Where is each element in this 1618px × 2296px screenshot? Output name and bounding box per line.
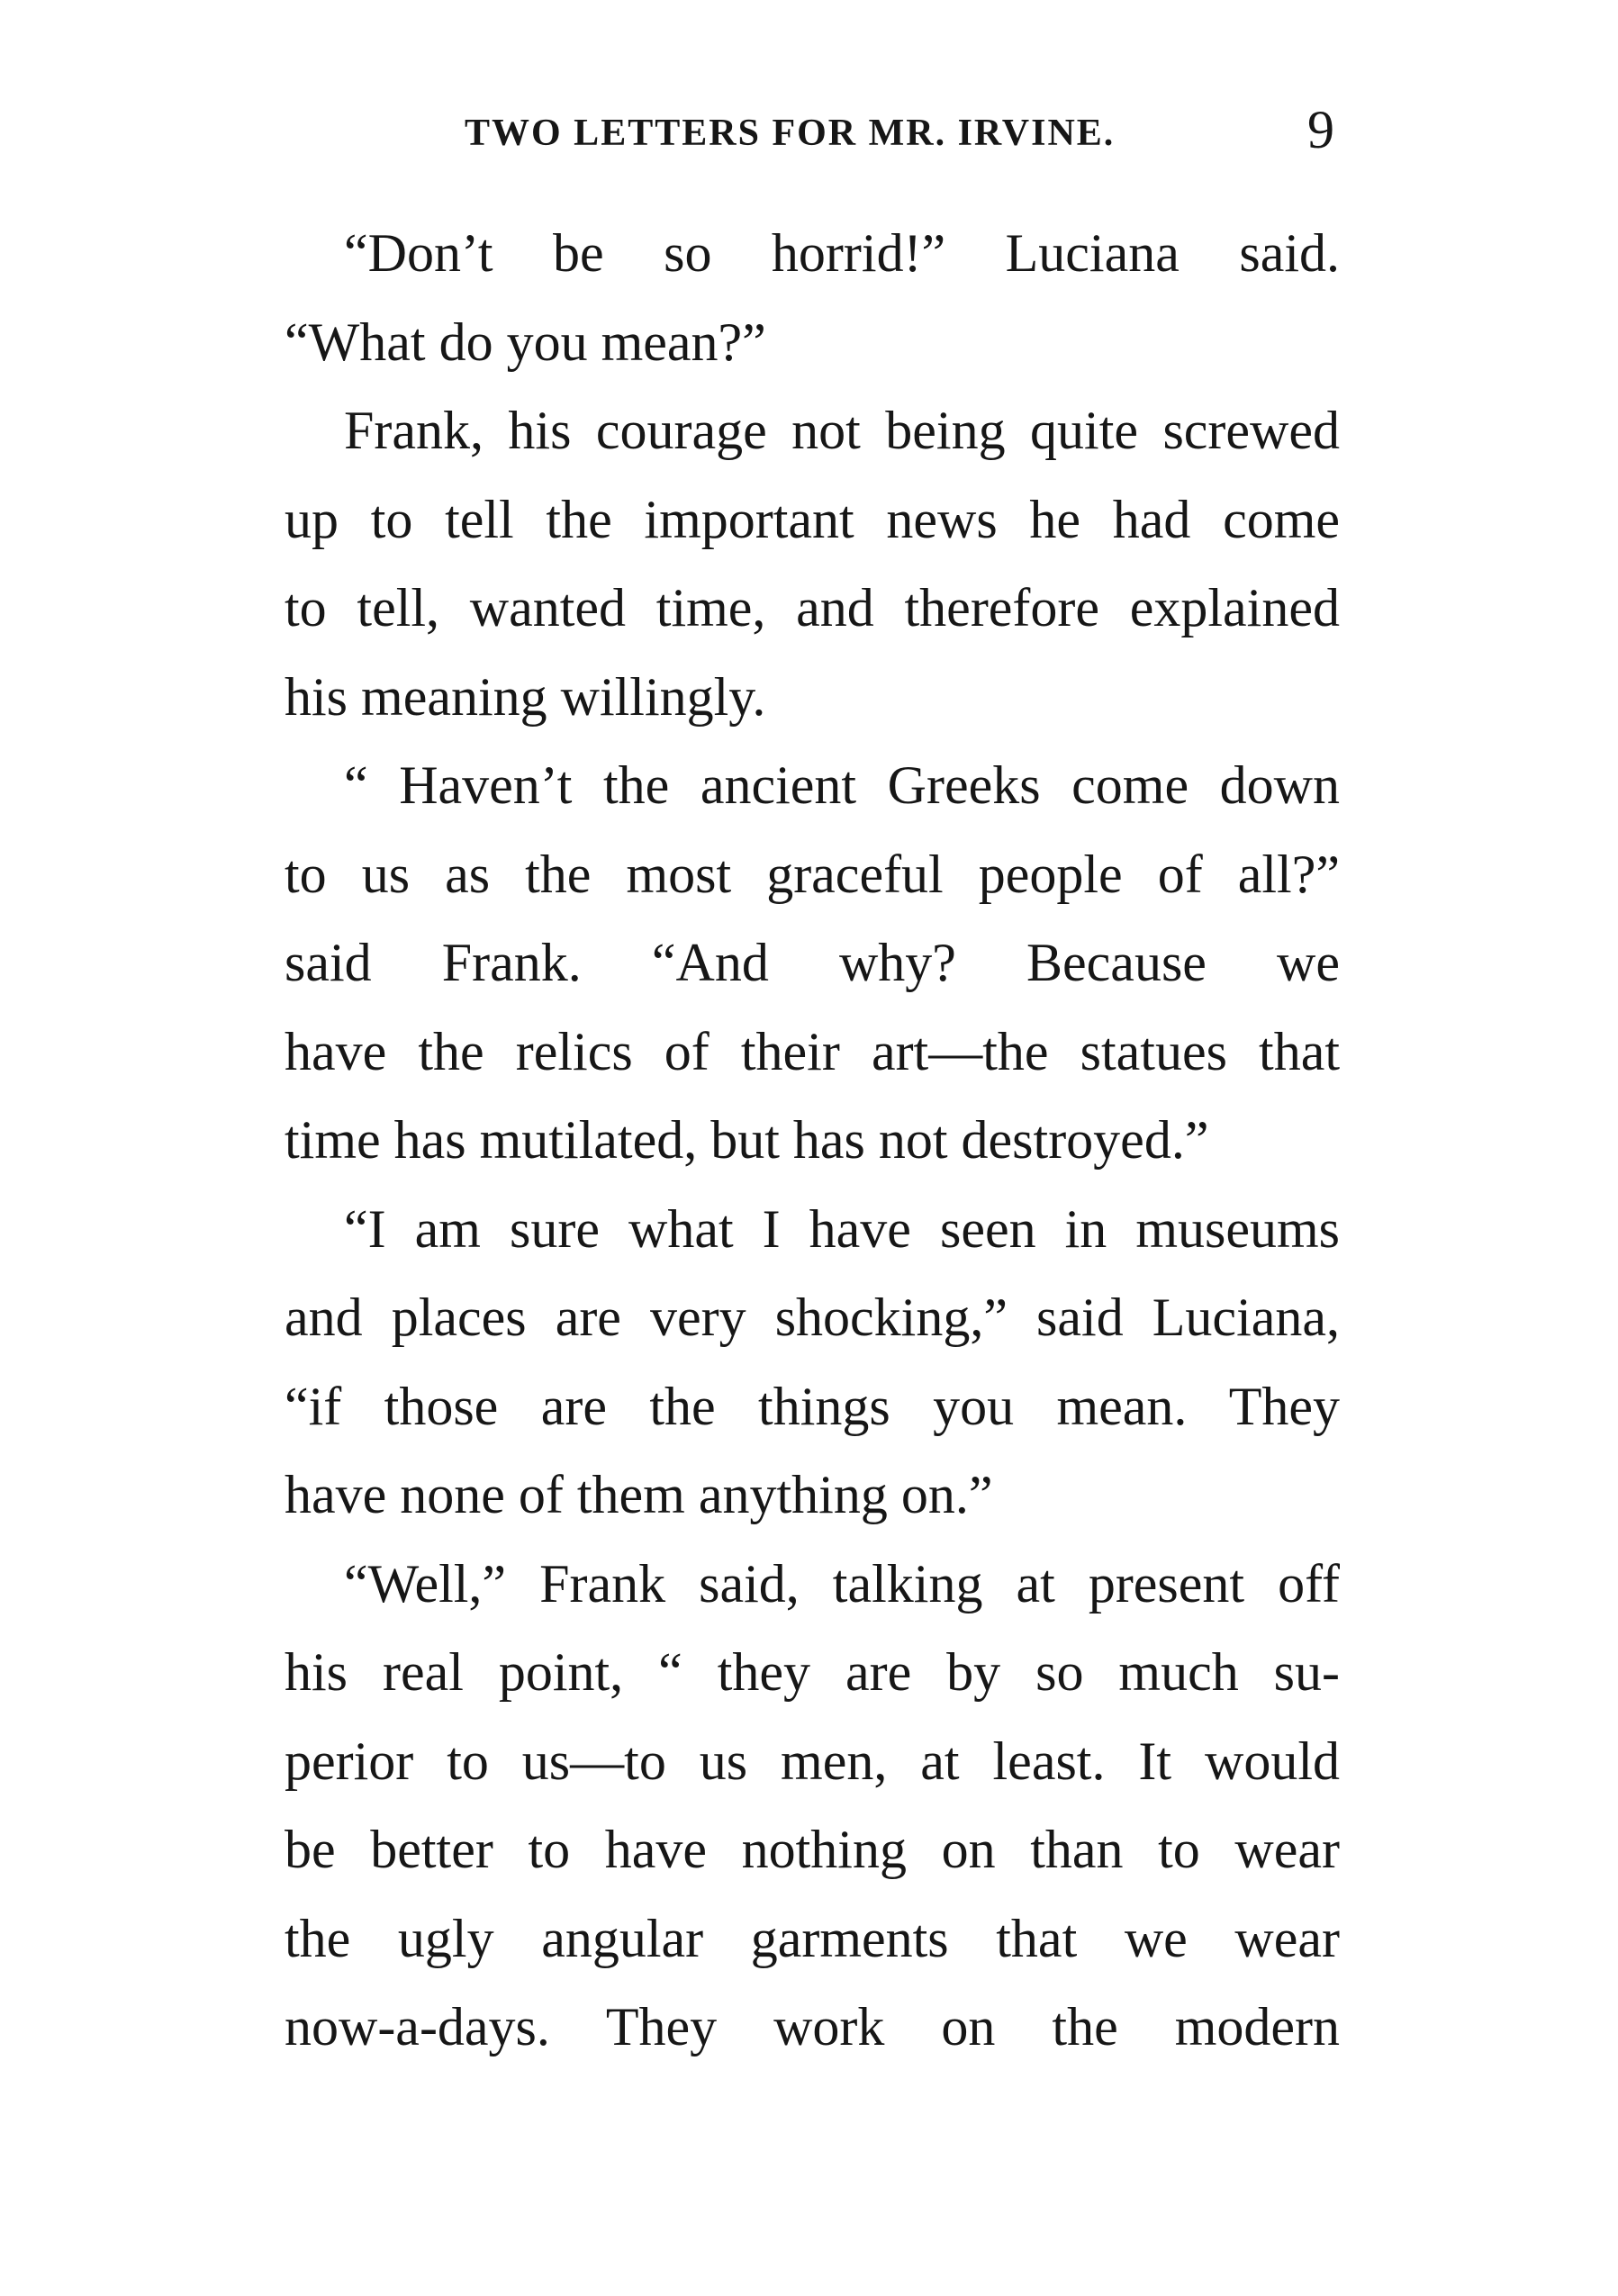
text-line: his meaning willingly. xyxy=(285,666,766,727)
text-line: and places are very shocking,” said Luciana, xyxy=(285,1288,1340,1347)
text-line: said Frank. “And why? Because we xyxy=(285,933,1340,992)
body-text xyxy=(285,209,1340,2072)
text-line: “ Haven’t the ancient Greeks come down xyxy=(344,755,1340,815)
text-line: Frank, his courage not being quite screwed xyxy=(344,401,1340,460)
text-line: his real point, “ they are by so much su- xyxy=(285,1642,1340,1702)
text-line: time has mutilated, but has not destroyed.” xyxy=(285,1110,1209,1170)
page-number: 9 xyxy=(1307,100,1334,159)
text-line: have none of them anything on.” xyxy=(285,1465,993,1524)
text-line: “if those are the things you mean. They xyxy=(285,1376,1340,1436)
text-line: “What do you mean?” xyxy=(285,312,766,372)
text-line: be better to have nothing on than to wear xyxy=(285,1820,1340,1879)
text-line: to tell, wanted time, and therefore explained xyxy=(285,578,1340,637)
text-line: have the relics of their art—the statues that xyxy=(285,1021,1340,1081)
text-line: “Don’t be so horrid!” Luciana said. xyxy=(344,223,1340,283)
text-line: “Well,” Frank said, talking at present off xyxy=(344,1553,1340,1614)
text-line: the ugly angular garments that we wear xyxy=(285,1908,1340,1968)
running-head-title: TWO LETTERS FOR MR. IRVINE. xyxy=(465,113,1116,154)
text-line: now-a-days. They work on the modern xyxy=(285,1997,1340,2056)
text-line: to us as the most graceful people of all?” xyxy=(285,844,1340,904)
text-line: up to tell the important news he had come xyxy=(285,489,1340,549)
text-line: “I am sure what I have seen in museums xyxy=(344,1198,1340,1259)
text-line: perior to us—to us men, at least. It would xyxy=(285,1731,1340,1791)
